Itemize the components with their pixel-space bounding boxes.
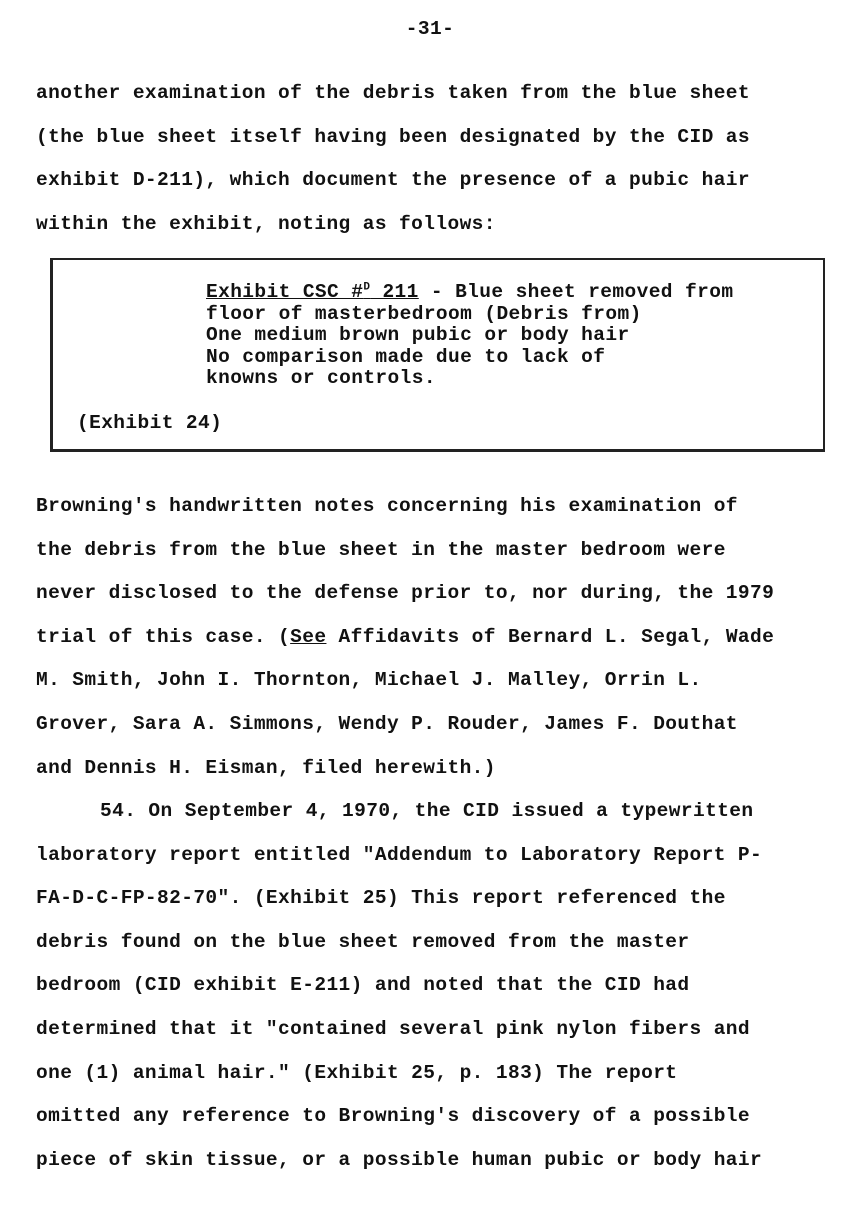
quote-line: knowns or controls. (206, 367, 436, 390)
exhibit-heading-line: Exhibit CSC #$^D$ 211 - Blue sheet removed from (206, 281, 734, 303)
text-line: never disclosed to the defense prior to, nor during, the 1979 (36, 582, 775, 605)
text-line: laboratory report entitled "Addendum to Laboratory Report P- (36, 843, 763, 866)
disclosure-paragraph (36, 485, 842, 790)
text-line: trial of this case. (See Affidavits of Bernard L. Segal, Wade (36, 625, 775, 648)
text-line: Grover, Sara A. Simmons, Wendy P. Rouder, James F. Douthat (36, 712, 738, 735)
intro-paragraph (36, 72, 842, 246)
see-signal: See (290, 625, 327, 648)
text-line: (the blue sheet itself having been designated by the CID as (36, 125, 751, 148)
quote-line: floor of masterbedroom (Debris from) (206, 302, 642, 325)
text-line: piece of skin tissue, or a possible human pubic or body hair (36, 1148, 763, 1171)
text-line: and Dennis H. Eisman, filed herewith.) (36, 756, 496, 779)
page-number: -31- (405, 18, 455, 40)
exhibit-label: Exhibit CSC #$^D$ 211 (206, 281, 419, 303)
text-line: bedroom (CID exhibit E-211) and noted that the CID had (36, 974, 690, 997)
text-line: M. Smith, John I. Thornton, Michael J. Malley, Orrin L. (36, 669, 702, 692)
text-line: 54. On September 4, 1970, the CID issued a typewritten (100, 800, 754, 822)
quoted-exhibit-box (50, 258, 825, 452)
text-line: Browning's handwritten notes concerning his examination of (36, 495, 738, 517)
exhibit-citation: (Exhibit 24) (77, 412, 223, 434)
text-line: determined that it "contained several pink nylon fibers and (36, 1017, 751, 1040)
quote-line: No comparison made due to lack of (206, 345, 606, 368)
text-line: exhibit D-211), which document the presence of a pubic hair (36, 169, 751, 192)
text-line: one (1) animal hair." (Exhibit 25, p. 183) The report (36, 1061, 678, 1084)
text-line: FA-D-C-FP-82-70". (Exhibit 25) This report referenced the (36, 887, 726, 910)
text-line: another examination of the debris taken from the blue sheet (36, 82, 751, 104)
text-line: omitted any reference to Browning's discovery of a possible (36, 1105, 751, 1128)
paragraph-54 (36, 790, 842, 1182)
text-line: within the exhibit, noting as follows: (36, 212, 496, 235)
text-line: the debris from the blue sheet in the master bedroom were (36, 538, 726, 561)
quoted-exhibit-text (206, 282, 733, 390)
text-line: debris found on the blue sheet removed from the master (36, 930, 690, 953)
quote-line: One medium brown pubic or body hair (206, 324, 630, 347)
